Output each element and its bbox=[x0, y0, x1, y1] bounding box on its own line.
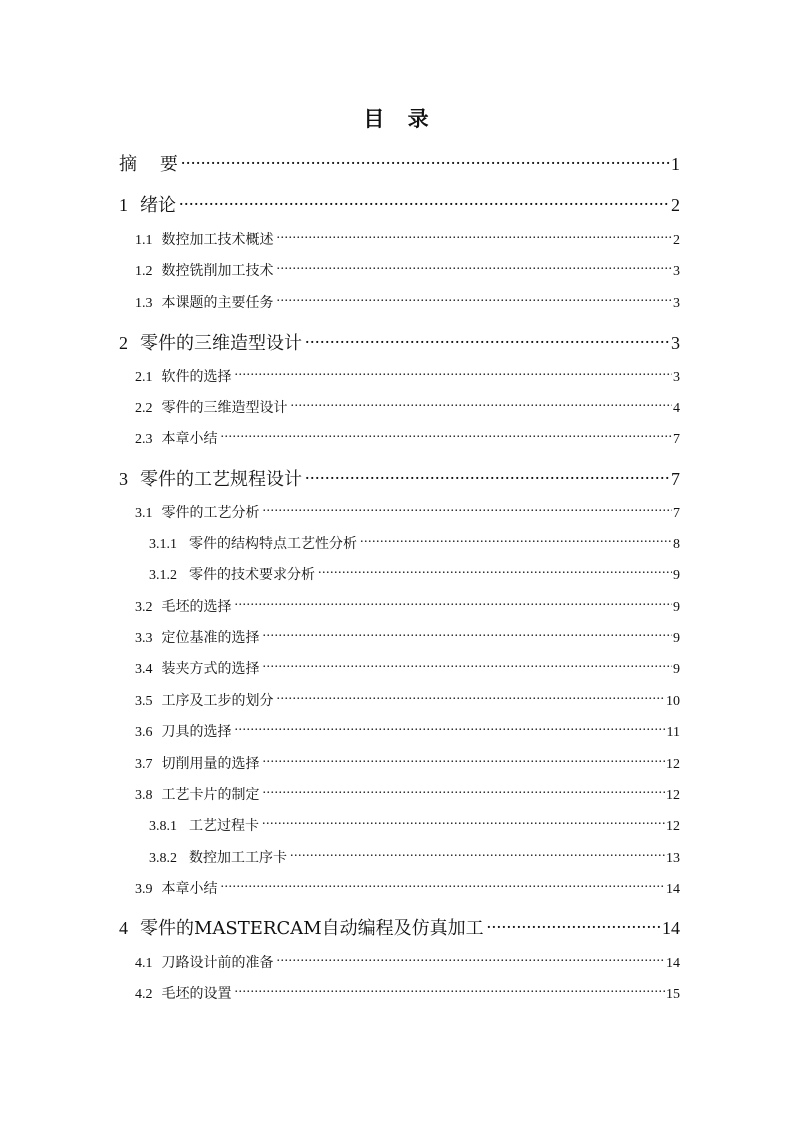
toc-entry-number: 4.1 bbox=[135, 956, 153, 971]
toc-entry-number: 2.3 bbox=[135, 432, 153, 447]
dot-leader bbox=[235, 984, 666, 998]
toc-entry[interactable] bbox=[119, 191, 680, 217]
toc-entry-number: 3.2 bbox=[135, 600, 153, 615]
toc-entry-page-number: 7 bbox=[671, 469, 680, 489]
toc-entry-title: 零件的结构特点工艺性分析 bbox=[189, 536, 357, 552]
toc-entry-number: 1.2 bbox=[135, 264, 153, 279]
dot-leader bbox=[235, 597, 673, 611]
dot-leader bbox=[305, 467, 670, 485]
toc-entry-page-number: 9 bbox=[673, 600, 680, 615]
dot-leader bbox=[263, 659, 673, 673]
toc-entry-page-number: 9 bbox=[673, 568, 680, 583]
toc-entry-page-number: 2 bbox=[671, 195, 680, 215]
toc-entry[interactable] bbox=[149, 815, 680, 835]
toc-entry-title: 刀路设计前的准备 bbox=[161, 955, 274, 971]
toc-entry-page-number: 1 bbox=[671, 154, 680, 174]
toc-entry-number: 2.1 bbox=[135, 370, 153, 385]
dot-leader bbox=[277, 261, 673, 275]
toc-entry-page-number: 3 bbox=[673, 370, 680, 385]
toc-entry[interactable] bbox=[135, 753, 680, 773]
toc-entry[interactable] bbox=[135, 428, 680, 448]
toc-entry-page-number: 3 bbox=[673, 296, 680, 311]
dot-leader bbox=[221, 429, 673, 443]
toc-entry-number: 2.2 bbox=[135, 401, 153, 416]
toc-entry-title: 绪论 bbox=[140, 195, 176, 216]
toc-entry[interactable] bbox=[135, 690, 680, 710]
toc-entry[interactable] bbox=[135, 260, 680, 280]
dot-leader bbox=[487, 916, 661, 934]
toc-entry-title: 零件的三维造型设计 bbox=[140, 333, 302, 354]
toc-entry[interactable] bbox=[135, 502, 680, 522]
toc-entry[interactable] bbox=[135, 292, 680, 312]
dot-leader bbox=[360, 534, 672, 548]
toc-entry-title: 数控加工工序卡 bbox=[189, 850, 287, 866]
toc-entry-page-number: 4 bbox=[673, 401, 680, 416]
toc-entry-title: 刀具的选择 bbox=[161, 724, 232, 740]
toc-entry-page-number: 14 bbox=[662, 918, 680, 938]
toc-entry-title: 毛坯的选择 bbox=[161, 599, 232, 615]
toc-entry-title: 定位基准的选择 bbox=[161, 630, 260, 646]
toc-entry-number: 3.3 bbox=[135, 631, 153, 646]
toc-entry-number: 2 bbox=[119, 333, 128, 353]
toc-entry-page-number: 10 bbox=[666, 694, 680, 709]
toc-entry[interactable] bbox=[135, 784, 680, 804]
toc-entry-title: 切削用量的选择 bbox=[161, 756, 260, 772]
toc-entry-number: 3.8.2 bbox=[149, 851, 177, 866]
toc-entry-page-number: 3 bbox=[673, 264, 680, 279]
toc-entry[interactable] bbox=[135, 596, 680, 616]
toc-entry-page-number: 9 bbox=[673, 662, 680, 677]
toc-entry[interactable] bbox=[135, 397, 680, 417]
toc-entry-title: 工艺过程卡 bbox=[189, 818, 259, 834]
toc-entry-number: 3.1 bbox=[135, 506, 153, 521]
dot-leader bbox=[263, 503, 673, 517]
toc-entry-title: 软件的选择 bbox=[161, 369, 232, 385]
toc-entry-number: 3.8 bbox=[135, 788, 153, 803]
toc-entry-title: 毛坯的设置 bbox=[161, 986, 232, 1002]
dot-leader bbox=[181, 152, 670, 170]
dot-leader bbox=[277, 691, 666, 705]
toc-entry-page-number: 12 bbox=[666, 757, 680, 772]
toc-entry[interactable] bbox=[135, 983, 680, 1003]
toc-entry-page-number: 12 bbox=[666, 788, 680, 803]
dot-leader bbox=[263, 754, 666, 768]
toc-entry-number: 1.3 bbox=[135, 296, 153, 311]
dot-leader bbox=[263, 628, 673, 642]
toc-entry[interactable] bbox=[135, 229, 680, 249]
toc-entry[interactable] bbox=[135, 952, 680, 972]
toc-entry[interactable] bbox=[135, 878, 680, 898]
toc-entry-number: 4 bbox=[119, 918, 128, 938]
toc-entry-title: 数控铣削加工技术 bbox=[161, 263, 274, 279]
toc-entry-title: 工艺卡片的制定 bbox=[161, 787, 260, 803]
toc-entry-number: 1.1 bbox=[135, 233, 153, 248]
toc-entry-number: 3.4 bbox=[135, 662, 153, 677]
toc-entry-page-number: 14 bbox=[666, 956, 680, 971]
toc-entry[interactable] bbox=[135, 658, 680, 678]
toc-entry-number: 3.8.1 bbox=[149, 819, 177, 834]
toc-entry[interactable] bbox=[119, 914, 680, 940]
toc-entry-title: 零件的工艺规程设计 bbox=[140, 469, 302, 490]
dot-leader bbox=[179, 193, 670, 211]
toc-entry-title: 零件的技术要求分析 bbox=[189, 567, 315, 583]
toc-entry[interactable] bbox=[149, 533, 680, 553]
toc-entry-number: 3 bbox=[119, 469, 128, 489]
dot-leader bbox=[277, 293, 673, 307]
dot-leader bbox=[277, 230, 673, 244]
toc-entry-page-number: 7 bbox=[673, 506, 680, 521]
toc-entry-number: 3.5 bbox=[135, 694, 153, 709]
toc-entry-title: 工序及工步的划分 bbox=[161, 693, 274, 709]
toc-entry-page-number: 15 bbox=[666, 987, 680, 1002]
toc-entry-number: 1 bbox=[119, 195, 128, 215]
toc-entry[interactable] bbox=[119, 329, 680, 355]
toc-entry-page-number: 14 bbox=[666, 882, 680, 897]
toc-entry-number: 3.9 bbox=[135, 882, 153, 897]
toc-entry-title: 本章小结 bbox=[161, 881, 218, 897]
dot-leader bbox=[235, 367, 673, 381]
toc-entry[interactable] bbox=[119, 150, 680, 176]
toc-entry[interactable] bbox=[149, 564, 680, 584]
toc-entry[interactable] bbox=[149, 847, 680, 867]
dot-leader bbox=[221, 879, 666, 893]
dot-leader bbox=[262, 816, 665, 830]
toc-entry-page-number: 3 bbox=[671, 333, 680, 353]
toc-entry-title: 零件的三维造型设计 bbox=[161, 400, 288, 416]
toc-entry[interactable] bbox=[135, 721, 680, 741]
toc-entry-page-number: 7 bbox=[673, 432, 680, 447]
dot-leader bbox=[290, 848, 665, 862]
toc-entry-title: 数控加工技术概述 bbox=[161, 232, 274, 248]
toc-entry[interactable] bbox=[119, 465, 680, 491]
dot-leader bbox=[277, 953, 666, 967]
dot-leader bbox=[305, 331, 670, 349]
dot-leader bbox=[291, 398, 673, 412]
toc-entry-number: 3.6 bbox=[135, 725, 153, 740]
toc-entry-page-number: 8 bbox=[673, 537, 680, 552]
toc-entry-title: 零件的MASTERCAM自动编程及仿真加工 bbox=[140, 918, 484, 939]
toc-entry-page-number: 12 bbox=[666, 819, 680, 834]
toc-entry-title: 零件的工艺分析 bbox=[161, 505, 260, 521]
toc-entry-number: 3.1.1 bbox=[149, 537, 177, 552]
toc-entry-number: 4.2 bbox=[135, 987, 153, 1002]
toc-entry[interactable] bbox=[135, 366, 680, 386]
dot-leader bbox=[263, 785, 666, 799]
toc-entry-title: 装夹方式的选择 bbox=[161, 661, 260, 677]
toc-entry-page-number: 11 bbox=[666, 725, 680, 740]
toc-entry-title: 摘 要 bbox=[119, 154, 178, 175]
toc-entry[interactable] bbox=[135, 627, 680, 647]
toc-entry-page-number: 2 bbox=[673, 233, 680, 248]
toc-entry-title: 本课题的主要任务 bbox=[161, 295, 274, 311]
page-title: 目 录 bbox=[363, 107, 437, 131]
toc-entry-title: 本章小结 bbox=[161, 431, 218, 447]
dot-leader bbox=[235, 722, 666, 736]
toc-entry-page-number: 13 bbox=[666, 851, 680, 866]
toc-entry-page-number: 9 bbox=[673, 631, 680, 646]
dot-leader bbox=[318, 565, 672, 579]
toc-entry-number: 3.1.2 bbox=[149, 568, 177, 583]
toc-entry-number: 3.7 bbox=[135, 757, 153, 772]
